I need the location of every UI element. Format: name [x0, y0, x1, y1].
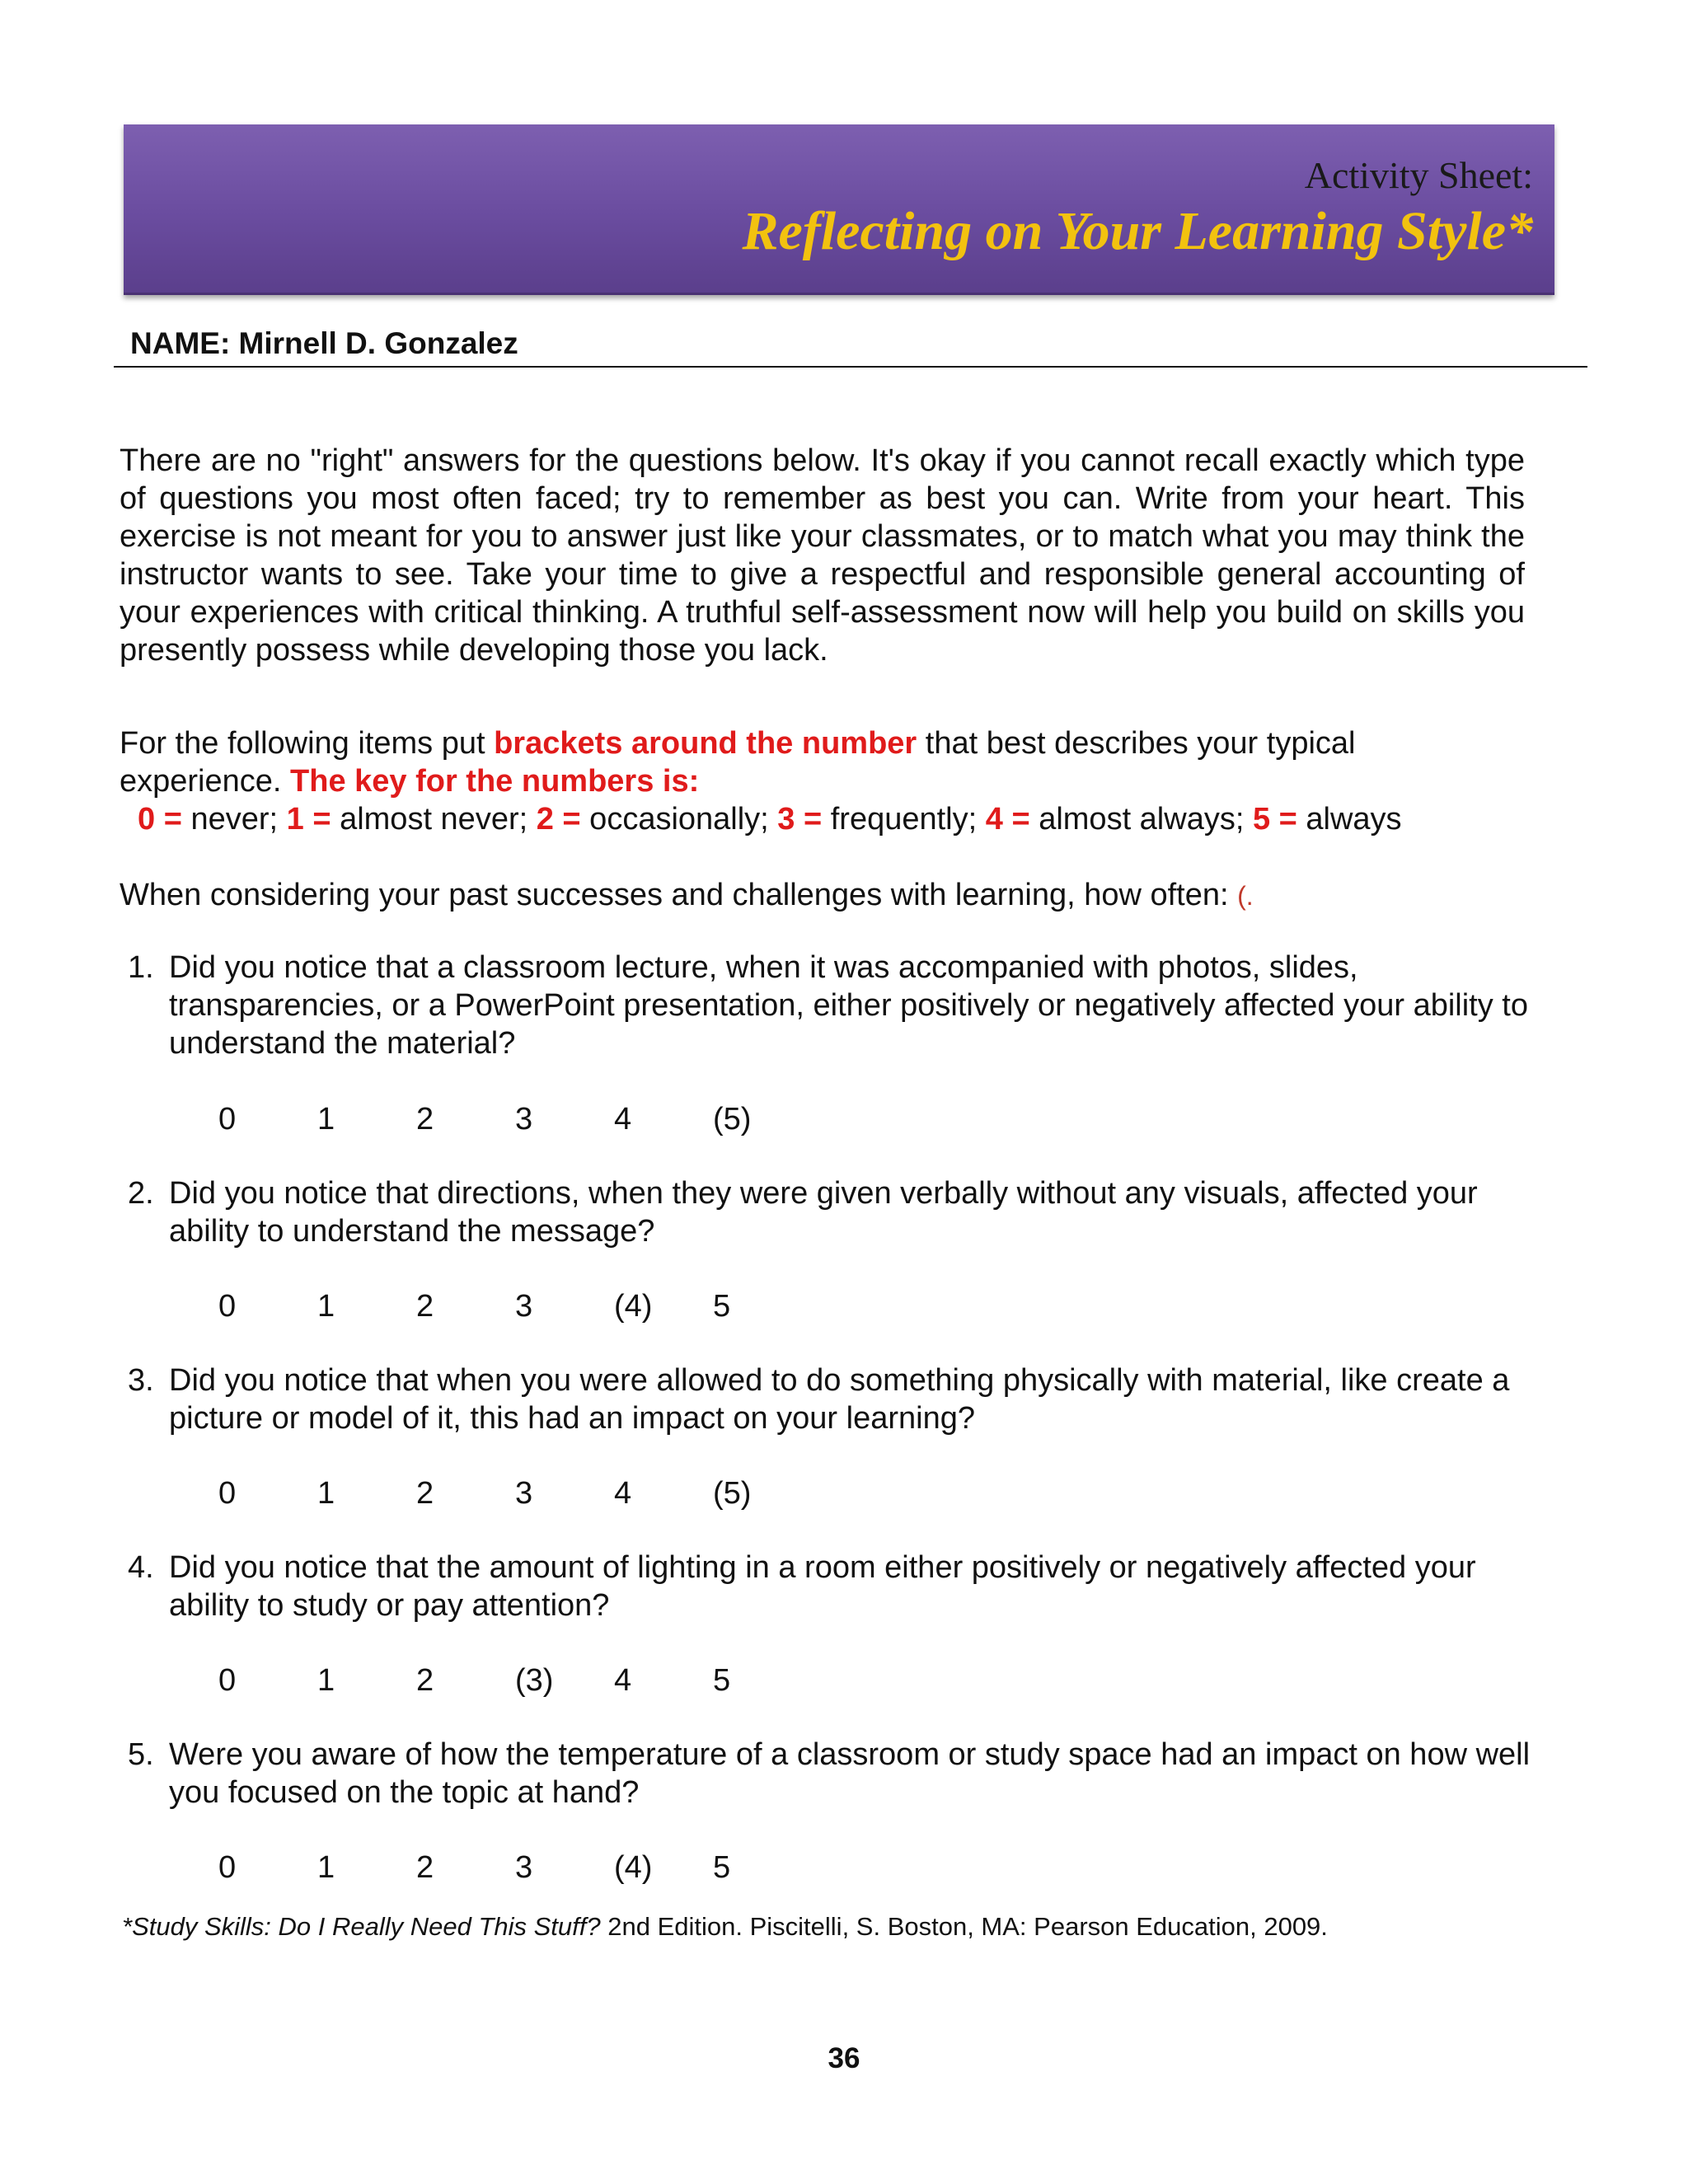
- activity-sheet-label: Activity Sheet:: [1304, 154, 1533, 196]
- footnote-book-title: *Study Skills: Do I Really Need This Stuff?: [122, 1912, 601, 1941]
- student-name: NAME: Mirnell D. Gonzalez: [130, 326, 518, 360]
- key-text-3: frequently;: [822, 802, 986, 837]
- rating-option[interactable]: 5: [713, 1663, 731, 1698]
- prompt-line: [120, 876, 1525, 915]
- instructions-post: that best describes your typical experience.: [120, 726, 1356, 799]
- rating-option[interactable]: 0: [218, 1476, 237, 1511]
- rating-option[interactable]: 2: [416, 1289, 434, 1324]
- rating-option[interactable]: 1: [317, 1663, 335, 1698]
- rating-option[interactable]: 3: [515, 1102, 533, 1137]
- rating-option[interactable]: 5: [713, 1289, 731, 1324]
- question-text: Did you notice that the amount of lighting in a room either positively or negatively affected your ability to study or pay attention?: [169, 1550, 1476, 1623]
- rating-option[interactable]: 1: [317, 1850, 335, 1885]
- key-text-0: never;: [181, 802, 287, 837]
- key-num-0: 0 =: [138, 802, 182, 837]
- rating-option[interactable]: 3: [515, 1476, 533, 1511]
- page-number: 36: [828, 2042, 860, 2074]
- prompt-text: When considering your past successes and challenges with learning, how often:: [120, 878, 1229, 912]
- question-number: 2.: [128, 1176, 154, 1211]
- name-line: [114, 323, 1587, 368]
- rating-option[interactable]: 0: [218, 1663, 237, 1698]
- rating-option[interactable]: 0: [218, 1850, 237, 1885]
- key-num-3: 3 =: [777, 802, 823, 837]
- rating-option[interactable]: 3: [515, 1289, 533, 1324]
- rating-option-selected[interactable]: (4): [614, 1850, 653, 1885]
- rating-option-selected[interactable]: (3): [515, 1663, 554, 1698]
- page-title: Reflecting on Your Learning Style*: [742, 201, 1533, 261]
- key-text-2: occasionally;: [580, 802, 778, 837]
- rating-option[interactable]: 4: [614, 1102, 632, 1137]
- question-number: 3.: [128, 1363, 154, 1398]
- question-number: 4.: [128, 1550, 154, 1585]
- rating-option-selected[interactable]: (5): [713, 1476, 752, 1511]
- rating-option[interactable]: 0: [218, 1102, 237, 1137]
- rating-option[interactable]: 2: [416, 1102, 434, 1137]
- rating-option-selected[interactable]: (4): [614, 1289, 653, 1324]
- rating-option[interactable]: 5: [713, 1850, 731, 1885]
- key-num-5: 5 =: [1252, 802, 1297, 837]
- rating-option[interactable]: 2: [416, 1850, 434, 1885]
- question-text: Did you notice that directions, when they were given verbally without any visuals, affected your ability to understand the message?: [169, 1176, 1478, 1249]
- header-banner: [124, 124, 1554, 295]
- rating-option[interactable]: 4: [614, 1476, 632, 1511]
- instructions-paragraph: [120, 724, 1525, 838]
- key-text-5: always: [1296, 802, 1402, 837]
- question-text: Were you aware of how the temperature of a classroom or study space had an impact on how well you focused on the topic at hand?: [169, 1737, 1531, 1810]
- instructions-highlight: brackets around the number: [494, 726, 917, 761]
- key-text-4: almost always;: [1029, 802, 1253, 837]
- prompt-mark: (.: [1237, 881, 1254, 911]
- question-number: 1.: [128, 950, 154, 985]
- rating-option[interactable]: 1: [317, 1476, 335, 1511]
- question-number: 5.: [128, 1737, 154, 1772]
- rating-option[interactable]: 1: [317, 1289, 335, 1324]
- question-text: Did you notice that when you were allowed to do something physically with material, like create a picture or model of it, this had an impact on your learning?: [169, 1363, 1510, 1436]
- rating-option-selected[interactable]: (5): [713, 1102, 752, 1137]
- key-num-2: 2 =: [536, 802, 581, 837]
- intro-paragraph: There are no "right" answers for the questions below. It's okay if you cannot recall exactly which type of questions you most often faced; try to remember as best you can. Write from your heart. This exercise is not meant for you to answer just like your classmates, or to match what you may think the instructor wants to see. Take your time to give a respectful and responsible general accounting of your experiences with critical thinking. A truthful self-assessment now will help you build on skills you presently possess while developing those you lack.: [120, 443, 1525, 668]
- rating-option[interactable]: 2: [416, 1476, 434, 1511]
- rating-option[interactable]: 0: [218, 1289, 237, 1324]
- rating-option[interactable]: 3: [515, 1850, 533, 1885]
- key-text-1: almost never;: [331, 802, 537, 837]
- rating-option[interactable]: 4: [614, 1663, 632, 1698]
- rating-option[interactable]: 1: [317, 1102, 335, 1137]
- footnote-citation: 2nd Edition. Piscitelli, S. Boston, MA: Pearson Education, 2009.: [600, 1912, 1328, 1941]
- source-footnote: [122, 1912, 1328, 1942]
- rating-option[interactable]: 2: [416, 1663, 434, 1698]
- instructions-pre: For the following items put: [120, 726, 495, 761]
- key-num-1: 1 =: [286, 802, 331, 837]
- key-num-4: 4 =: [985, 802, 1030, 837]
- question-text: Did you notice that a classroom lecture, when it was accompanied with photos, slides, transparencies, or a PowerPoint presentation, either positively or negatively affected your ability to understand the material?: [169, 950, 1528, 1061]
- key-label: The key for the numbers is:: [290, 764, 700, 799]
- key-line: [120, 802, 1402, 837]
